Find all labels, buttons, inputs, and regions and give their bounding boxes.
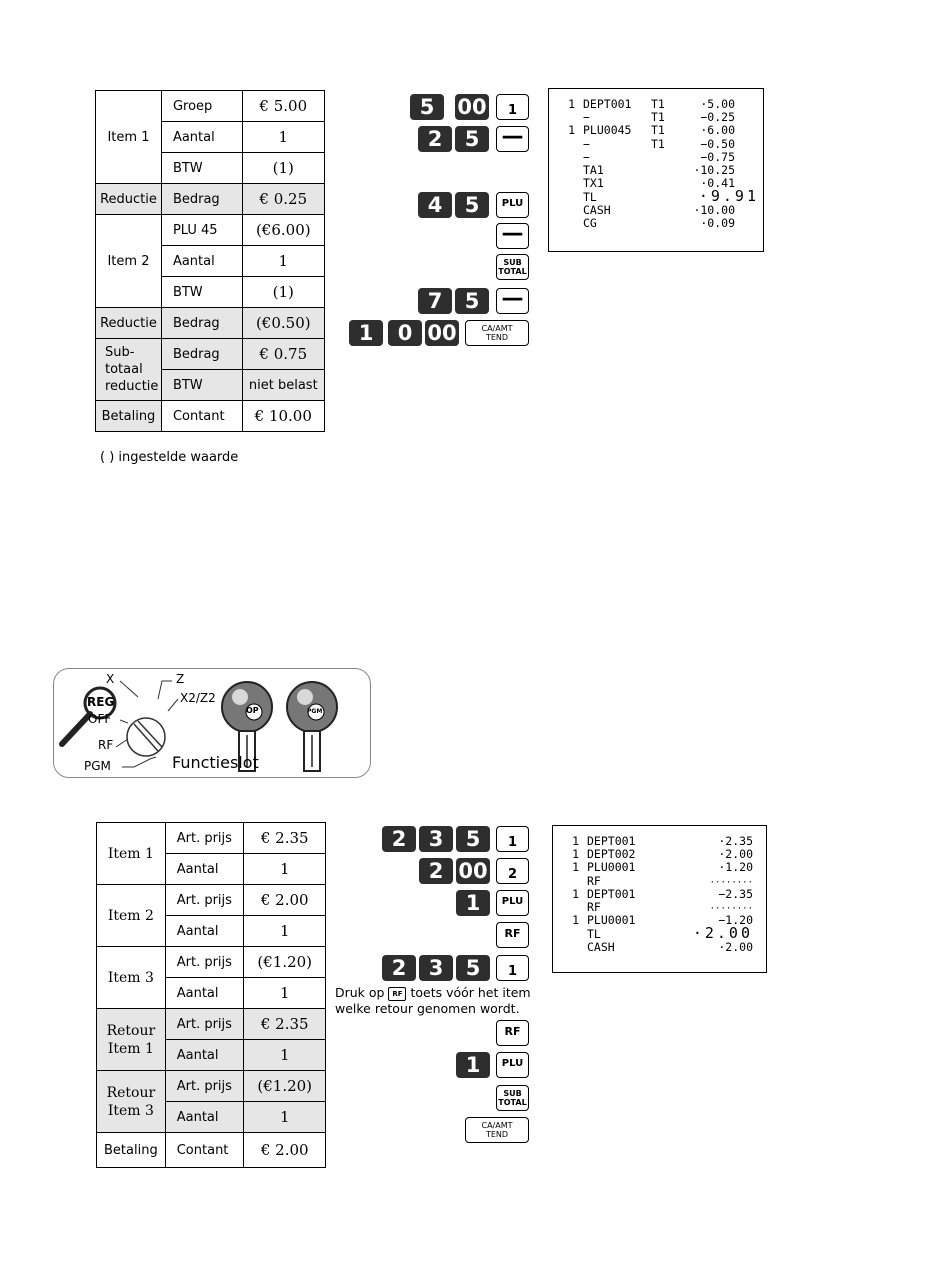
cash-amount-tendered-key[interactable]: CA/AMT TEND	[465, 320, 529, 346]
mode-z-label: Z	[176, 672, 185, 686]
receipt-line: − T1 −0.50	[583, 136, 735, 151]
plu-key[interactable]: PLU	[496, 192, 529, 218]
receipt-1	[548, 88, 764, 252]
receipt-line: 1 DEPT002 ·2.00	[572, 847, 753, 862]
minus-key[interactable]: —	[496, 288, 529, 314]
field-value: (€6.00)	[242, 215, 324, 246]
receipt-line: 1 DEPT001 −2.35	[572, 886, 753, 901]
key-00[interactable]: 00	[456, 858, 490, 884]
field-label: BTW	[161, 153, 242, 184]
field-value: niet belast	[242, 370, 324, 401]
receipt-line: RF ········	[587, 899, 753, 914]
receipt-line: 1 DEPT001 T1 ·5.00	[568, 97, 735, 111]
field-value: € 2.00	[244, 1133, 326, 1168]
group-label: Betaling	[97, 1133, 166, 1168]
key-5[interactable]: 5	[455, 126, 489, 152]
function-lock-panel	[53, 668, 371, 778]
field-label: Aantal	[165, 854, 244, 885]
field-value: € 5.00	[242, 91, 324, 122]
field-value: (€0.50)	[242, 308, 324, 339]
key-5[interactable]: 5	[456, 955, 490, 981]
field-label: Aantal	[161, 122, 242, 153]
group-label: Item 1	[97, 823, 166, 885]
operation-table-1	[95, 90, 325, 432]
op-key-label: OP	[246, 706, 259, 715]
mode-pgm-label: PGM	[84, 759, 111, 773]
minus-key[interactable]: —	[496, 126, 529, 152]
receipt-line: − −0.75	[583, 149, 735, 164]
receipt-line: 1 PLU0001 ·1.20	[572, 860, 753, 875]
field-value: (1)	[242, 153, 324, 184]
field-value: € 0.25	[242, 184, 324, 215]
field-value: 1	[242, 246, 324, 277]
field-value: € 10.00	[242, 401, 324, 432]
field-value: € 0.75	[242, 339, 324, 370]
field-value: € 2.35	[244, 1009, 326, 1040]
minus-key[interactable]: —	[496, 223, 529, 249]
key-4[interactable]: 4	[418, 192, 452, 218]
mode-off-label: OFF	[88, 712, 112, 726]
receipt-2	[552, 825, 767, 973]
receipt-line: TL ·2.00	[587, 924, 753, 943]
receipt-line: TL ·9.91	[583, 187, 759, 206]
receipt-line: CASH ·10.00	[583, 202, 735, 217]
key-00[interactable]: 00	[455, 94, 489, 120]
field-label: Art. prijs	[165, 1071, 244, 1102]
field-label: Contant	[161, 401, 242, 432]
field-label: Art. prijs	[165, 1009, 244, 1040]
field-value: 1	[244, 916, 326, 947]
subtotal-key[interactable]: SUB TOTAL	[496, 1085, 529, 1111]
group-label: Item 2	[96, 215, 162, 308]
receipt-line: − T1 −0.25	[583, 110, 735, 125]
field-value: (€1.20)	[244, 1071, 326, 1102]
plu-key[interactable]: PLU	[496, 1052, 529, 1078]
receipt-line: 1 DEPT001 ·2.35	[572, 834, 753, 848]
group-label: Retour Item 3	[97, 1071, 166, 1133]
mode-x2z2-label: X2/Z2	[180, 691, 216, 705]
group-label: Reductie	[96, 184, 162, 215]
receipt-line: TX1 ·0.41	[583, 176, 735, 191]
field-value: € 2.00	[244, 885, 326, 916]
field-label: Aantal	[165, 1040, 244, 1071]
field-label: Art. prijs	[165, 885, 244, 916]
key-5[interactable]: 5	[456, 826, 490, 852]
field-value: € 2.35	[244, 823, 326, 854]
key-2[interactable]: 2	[382, 955, 416, 981]
subtotal-key[interactable]: SUB TOTAL	[496, 254, 529, 280]
key-7[interactable]: 7	[418, 288, 452, 314]
key-3[interactable]: 3	[419, 955, 453, 981]
key-5[interactable]: 5	[455, 288, 489, 314]
field-label: Art. prijs	[165, 823, 244, 854]
mode-x-label: X	[106, 672, 115, 686]
field-label: Aantal	[161, 246, 242, 277]
key-2[interactable]: 2	[382, 826, 416, 852]
cash-amount-tendered-key[interactable]: CA/AMT TEND	[465, 1117, 529, 1143]
plu-key[interactable]: PLU	[496, 890, 529, 916]
key-00[interactable]: 00	[425, 320, 459, 346]
group-label: Item 3	[97, 947, 166, 1009]
key-1[interactable]: 1	[349, 320, 383, 346]
field-value: 1	[244, 978, 326, 1009]
field-label: Bedrag	[161, 308, 242, 339]
key-5[interactable]: 5	[410, 94, 444, 120]
group-label: Sub- totaal reductie	[96, 339, 162, 401]
group-label: Retour Item 1	[97, 1009, 166, 1071]
receipt-line: CASH ·2.00	[587, 939, 753, 954]
field-label: Bedrag	[161, 184, 242, 215]
field-value: (€1.20)	[244, 947, 326, 978]
field-value: (1)	[242, 277, 324, 308]
field-label: Aantal	[165, 1102, 244, 1133]
field-value: 1	[244, 1040, 326, 1071]
dept-key-2[interactable]: 2	[496, 858, 529, 884]
key-1[interactable]: 1	[456, 890, 490, 916]
field-value: 1	[242, 122, 324, 153]
receipt-line: TA1 ·10.25	[583, 162, 735, 177]
receipt-line: 1 PLU0045 T1 ·6.00	[568, 123, 735, 138]
group-label: Betaling	[96, 401, 162, 432]
receipt-line: CG ·0.09	[583, 215, 735, 230]
refund-key-inline: RF	[388, 987, 406, 1001]
field-label: Aantal	[165, 978, 244, 1009]
group-label: Item 1	[96, 91, 162, 184]
group-label: Item 2	[97, 885, 166, 947]
key-1[interactable]: 1	[456, 1052, 490, 1078]
receipt-line: RF ········	[587, 873, 753, 888]
dept-key-1[interactable]: 1	[496, 94, 529, 120]
refund-key[interactable]: RF	[496, 922, 529, 948]
dept-key-1[interactable]: 1	[496, 826, 529, 852]
dept-key-1[interactable]: 1	[496, 955, 529, 981]
mode-rf-label: RF	[98, 738, 114, 752]
field-label: Aantal	[165, 916, 244, 947]
refund-key[interactable]: RF	[496, 1020, 529, 1046]
key-0[interactable]: 0	[388, 320, 422, 346]
pgm-key-label: PGM	[307, 708, 323, 715]
field-label: PLU 45	[161, 215, 242, 246]
refund-instruction: Druk op RF toets vóór het item welke retour genomen wordt.	[335, 985, 531, 1016]
key-2[interactable]: 2	[418, 126, 452, 152]
field-label: Bedrag	[161, 339, 242, 370]
footnote: ( ) ingestelde waarde	[100, 450, 239, 465]
field-label: Groep	[161, 91, 242, 122]
receipt-line: 1 PLU0001 −1.20	[572, 913, 753, 928]
field-label: BTW	[161, 370, 242, 401]
field-label: Contant	[165, 1133, 244, 1168]
field-label: BTW	[161, 277, 242, 308]
key-3[interactable]: 3	[419, 826, 453, 852]
key-2[interactable]: 2	[419, 858, 453, 884]
group-label: Reductie	[96, 308, 162, 339]
field-value: 1	[244, 1102, 326, 1133]
mode-reg-label: REG	[87, 695, 115, 709]
key-5[interactable]: 5	[455, 192, 489, 218]
field-label: Art. prijs	[165, 947, 244, 978]
function-lock-caption: Functieslot	[172, 753, 259, 772]
field-value: 1	[244, 854, 326, 885]
operation-table-2	[96, 822, 326, 1168]
